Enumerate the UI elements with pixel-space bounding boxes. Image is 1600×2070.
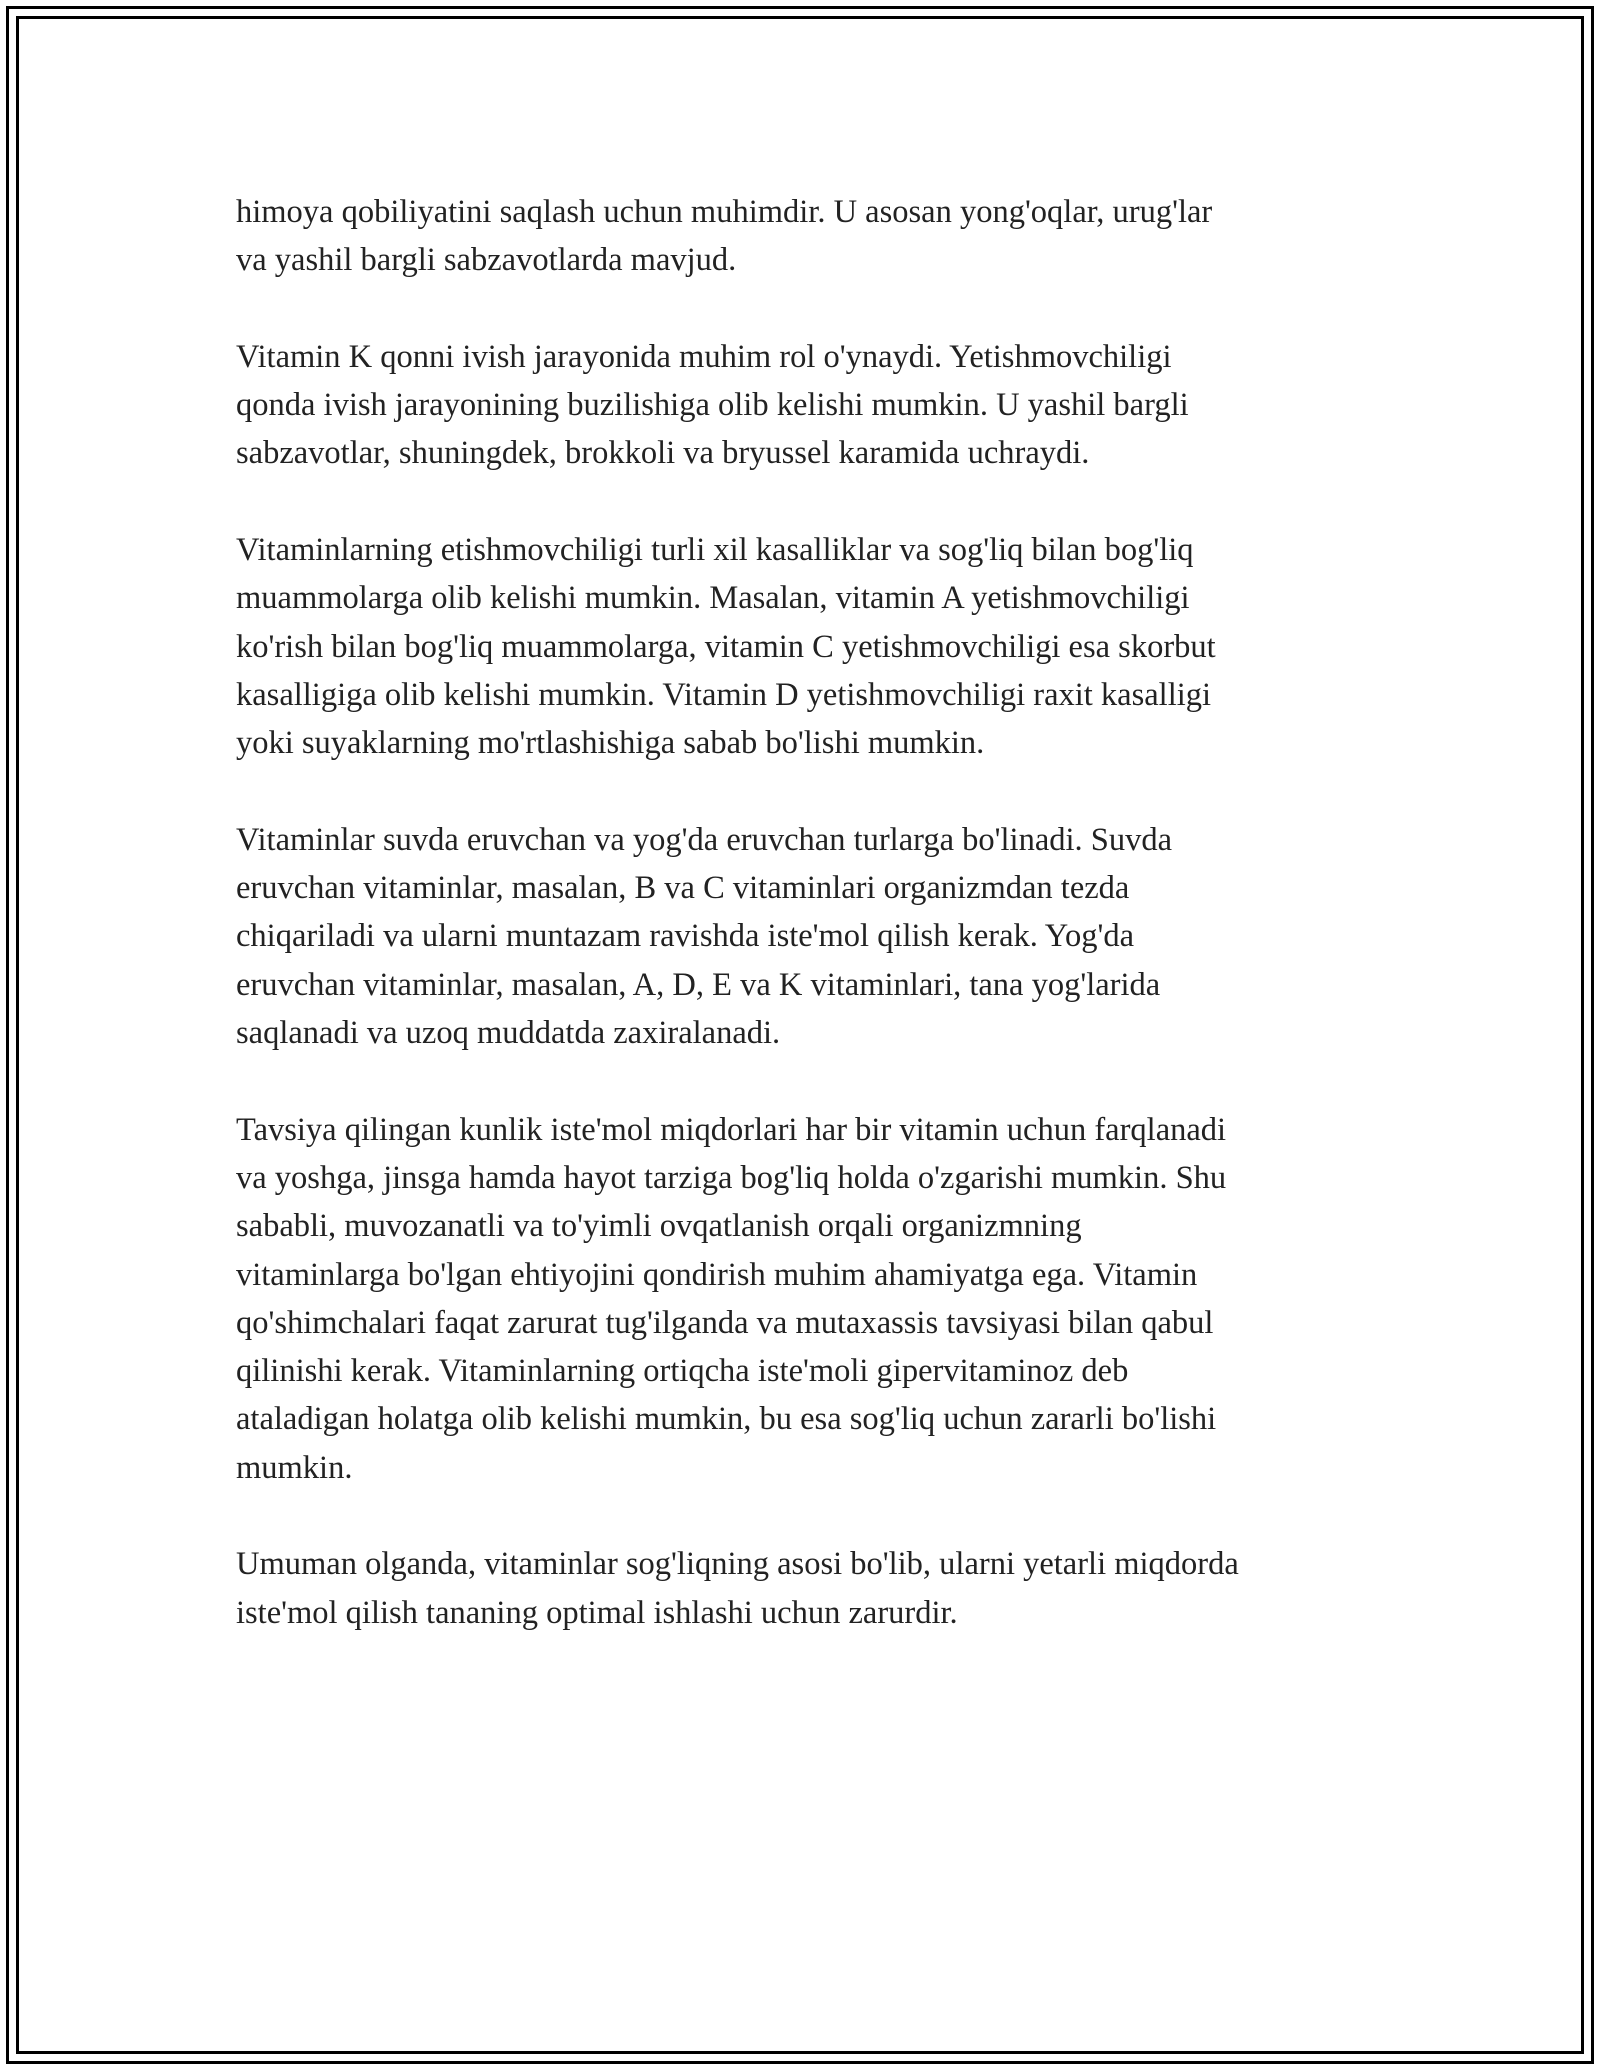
paragraph-6: Umuman olganda, vitaminlar sog'liqning asosi bo'lib, ularni yetarli miqdorda iste'mol qilish tananing optimal ishlashi uchun zarurdir. bbox=[236, 1546, 1239, 1631]
paragraph-2: Vitamin K qonni ivish jarayonida muhim rol o'ynaydi. Yetishmovchiligi qonda ivish jarayonining buzilishiga olib kelishi mumkin. U yashil bargli sabzavotlar, shuningdek, brokkoli va bryussel karamida uchraydi. bbox=[236, 338, 1189, 472]
paragraph-3: Vitaminlarning etishmovchiligi turli xil kasalliklar va sog'liq bilan bog'liq muammolarga olib kelishi mumkin. Masalan, vitamin A yetishmovchiligi ko'rish bilan bog'liq muammolarga, vitamin C yetishmovchiligi esa skorbut kasalligiga olib kelishi mumkin. Vitamin D yetishmovchiligi raxit kasalligi yoki suyaklarning mo'rtlashishiga sabab bo'lishi mumkin. bbox=[236, 532, 1216, 762]
document-body bbox=[236, 188, 1386, 1685]
paragraph-1: himoya qobiliyatini saqlash uchun muhimdir. U asosan yong'oqlar, urug'lar va yashil bargli sabzavotlarda mavjud. bbox=[236, 194, 1213, 279]
paragraph-5: Tavsiya qilingan kunlik iste'mol miqdorlari har bir vitamin uchun farqlanadi va yoshga, jinsga hamda hayot tarziga bog'liq holda o'zgarishi mumkin. Shu sababli, muvozanatli va to'yimli ovqatlanish orqali organizmning vitaminlarga bo'lgan ehtiyojini qondirish muhim ahamiyatga ega. Vitamin qo'shimchalari faqat zarurat tug'ilganda va mutaxassis tavsiyasi bilan qabul qilinishi kerak. Vitaminlarning ortiqcha iste'moli gipervitaminoz deb ataladigan holatga olib kelishi mumkin, bu esa sog'liq uchun zararli bo'lishi mumkin. bbox=[236, 1111, 1227, 1486]
paragraph-4: Vitaminlar suvda eruvchan va yog'da eruvchan turlarga bo'linadi. Suvda eruvchan vitaminlar, masalan, B va C vitaminlari organizmdan tezda chiqariladi va ularni muntazam ravishda iste'mol qilish kerak. Yog'da eruvchan vitaminlar, masalan, A, D, E va K vitaminlari, tana yog'larida saqlanadi va uzoq muddatda zaxiralanadi. bbox=[236, 821, 1173, 1052]
